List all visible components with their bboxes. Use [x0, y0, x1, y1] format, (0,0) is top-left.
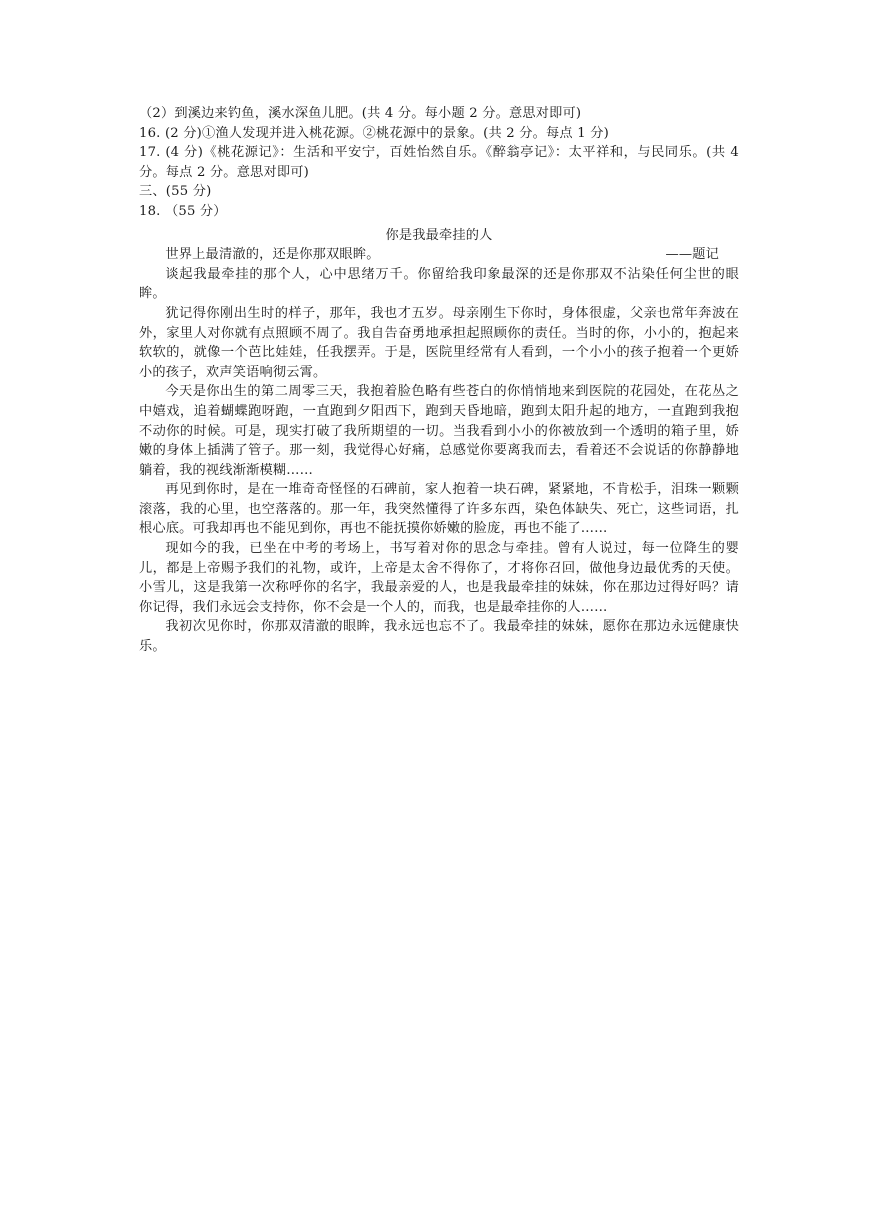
- essay-paragraph-2: 犹记得你刚出生时的样子，那年，我也才五岁。母亲刚生下你时，身体很虚，父亲也常年奔波在外，家里人对你就有点照顾不周了。我自告奋勇地承担起照顾你的责任。当时的你，小小的，抱起来软软的，就像一个芭比娃娃，任我摆弄。于是，医院里经常有人看到，一个小小的孩子抱着一个更娇小的孩子，欢声笑语响彻云霄。: [139, 305, 739, 380]
- essay-paragraph-5: 现如今的我，已坐在中考的考场上，书写着对你的思念与牵挂。曾有人说过，每一位降生的婴儿，都是上帝赐予我们的礼物，或许，上帝是太舍不得你了，才将你召回，做他身边最优秀的天使。小雪儿，这是我第一次称呼你的名字，我最亲爱的人，也是我最牵挂的妹妹，你在那边过得好吗？请你记得，我们永远会支持你，你不会是一个人的，而我，也是最牵挂你的人……: [139, 541, 739, 615]
- answer-q18: 18. （55 分）: [139, 203, 227, 219]
- answer-q16: 16. (2 分)①渔人发现并进入桃花源。②桃花源中的景象。(共 2 分。每点 1 分): [139, 125, 609, 141]
- epigraph-text: 世界上最清澈的，还是你那双眼眸。: [165, 247, 380, 263]
- epigraph-credit: ——题记: [665, 247, 719, 263]
- essay-paragraph-1: 谈起我最牵挂的那个人，心中思绪万千。你留给我印象最深的还是你那双不沾染任何尘世的眼眸。: [139, 266, 739, 302]
- answer-q17: 17. (4 分)《桃花源记》：生活和平安宁，百姓怡然自乐。《醉翁亭记》：太平祥和，与民同乐。(共 4 分。每点 2 分。意思对即可): [139, 145, 739, 180]
- essay-epigraph: [139, 245, 739, 265]
- essay-title: 你是我最牵挂的人: [385, 227, 493, 243]
- essay-paragraph-6: 我初次见你时，你那双清澈的眼眸，我永远也忘不了。我最牵挂的妹妹，愿你在那边永远健康快乐。: [139, 619, 739, 655]
- answer-item-2: （2）到溪边来钓鱼，溪水深鱼儿肥。(共 4 分。每小题 2 分。意思对即可): [139, 106, 582, 121]
- section-three-heading: 三、(55 分): [139, 184, 212, 200]
- essay-paragraph-3: 今天是你出生的第二周零三天，我抱着脸色略有些苍白的你悄悄地来到医院的花园处，在花丛之中嬉戏，追着蝴蝶跑呀跑，一直跑到夕阳西下，跑到天昏地暗，跑到太阳升起的地方，一直跑到我抱不动你的时候。可是，现实打破了我所期望的一切。当我看到小小的你被放到一个透明的箱子里，娇嫩的身体上插满了管子。那一刻，我觉得心好痛，总感觉你要离我而去，看着还不会说话的你静静地躺着，我的视线渐渐模糊……: [139, 384, 739, 478]
- essay-paragraph-4: 再见到你时，是在一堆奇奇怪怪的石碑前，家人抱着一块石碑，紧紧地，不肯松手，泪珠一颗颗滚落，我的心里，也空落落的。那一年，我突然懂得了许多东西，染色体缺失、死亡，这些词语，扎根心底。可我却再也不能见到你，再也不能抚摸你娇嫩的脸庞，再也不能了……: [139, 482, 739, 537]
- answer-content: [139, 104, 739, 657]
